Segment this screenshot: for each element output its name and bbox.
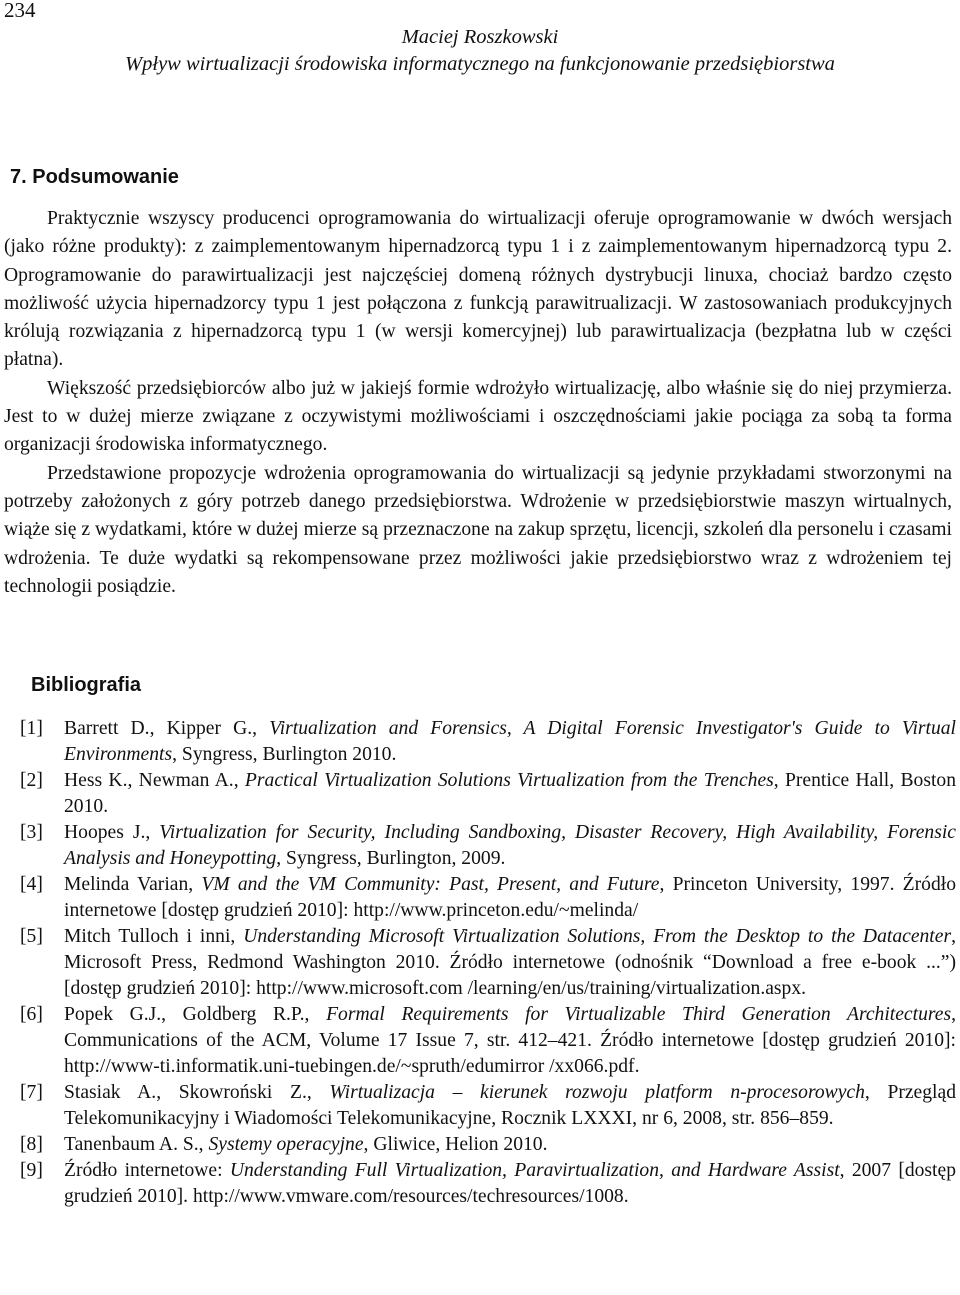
entry-number: [2] (20, 770, 43, 791)
entry-details: , Syngress, Burlington 2010. (172, 744, 397, 765)
header-title: Wpływ wirtualizacji środowiska informatycznego na funkcjonowanie przedsiębiorstwa (125, 53, 835, 75)
entry-authors: Tanenbaum A. S., (64, 1134, 209, 1155)
entry-title: VM and the VM Community: Past, Present, and Future (201, 874, 660, 895)
paragraph: Praktycznie wszyscy producenci oprogramowania do wirtualizacji oferuje oprogramowanie w dwóch wersjach (jako różne produkty): z zaimplementowanym hipernadzorcą typu 1 i z zaimplementowanym hipernadzorcą typu 2. Oprogramowanie do parawirtualizacji jest najczęściej domeną różnych dystrybucji linuxa, chociaż bardzo często możliwość użycia hipernadzorcy typu 1 jest połączona z funkcją parawitrualizacji. W zastosowaniach produkcyjnych królują rozwiązania z hipernadzorcą typu 1 (w wersji komercyjnej) lub parawirtualizacja (bezpłatna lub w części płatna). (4, 208, 952, 371)
entry-title: Understanding Full Virtualization, Paravirtualization, and Hardware Assist (229, 1160, 840, 1181)
entry-details: , Princeton University, 1997. Źródło internetowe [dostęp grudzień 2010]: http://www.princeton.edu/~melinda/ (64, 874, 956, 921)
entry-number: [3] (20, 822, 43, 843)
bibliography-entry (20, 820, 956, 872)
bibliography-entry (20, 872, 956, 924)
bibliography-list (20, 716, 956, 1210)
bibliography-entry (20, 1132, 956, 1158)
entry-authors: Mitch Tulloch i inni, (64, 926, 244, 947)
entry-text (64, 716, 956, 768)
entry-number: [8] (20, 1134, 43, 1155)
entry-authors: Stasiak A., Skowroński Z., (64, 1082, 330, 1103)
page-number: 234 (4, 0, 36, 22)
entry-title: Formal Requirements for Virtualizable Third Generation Architectures (326, 1004, 952, 1025)
entry-number: [5] (20, 926, 43, 947)
header-author: Maciej Roszkowski (401, 26, 559, 48)
entry-details: , Microsoft Press, Redmond Washington 2010. Źródło internetowe (odnośnik “Download a free e-book ...”) [dostęp grudzień 2010]: http://www.microsoft.com /learning/en/us/training/virtualization.aspx. (64, 926, 956, 999)
bibliography-entry (20, 924, 956, 1002)
entry-title: Virtualization for Security, Including Sandboxing, Disaster Recovery, High Availability, Forensic Analysis and Honeypotting (64, 822, 956, 869)
entry-text (64, 768, 956, 820)
entry-title: Wirtualizacja – kierunek rozwoju platform n-procesorowych (329, 1082, 865, 1103)
paragraph: Przedstawione propozycje wdrożenia oprogramowania do wirtualizacji są jedynie przykładami stworzonymi na potrzeby założonych z góry potrzeb danego przedsiębiorstwa. Wdrożenie w przedsiębiorstwie maszyn wirtualnych, wiąże się z wydatkami, które w dużej mierze są przeznaczone na zakup sprzętu, licencji, szkoleń dla personelu i czasami wdrożenia. Te duże wydatki są rekompensowane przez możliwości jakie przedsiębiorstwo wraz z wdrożeniem tej technologii posiądzie. (4, 462, 952, 597)
entry-number: [9] (20, 1160, 43, 1181)
entry-details: , Przegląd Telekomunikacyjny i Wiadomości Telekomunikacyjne, Rocznik LXXXI, nr 6, 2008, str. 856–859. (64, 1082, 956, 1129)
entry-details: , 2007 [dostęp grudzień 2010]. http://www.vmware.com/resources/techresources/1008. (64, 1160, 956, 1207)
section-heading: 7. Podsumowanie (10, 166, 179, 188)
entry-details: , Gliwice, Helion 2010. (363, 1134, 548, 1155)
running-header (0, 24, 960, 78)
paragraph: Większość przedsiębiorców albo już w jakiejś formie wdrożyło wirtualizację, albo właśnie się do niej przymierza. Jest to w dużej mierze związane z oczywistymi możliwościami i oszczędnościami jakie pociąga za sobą ta forma organizacji środowiska informatycznego. (4, 377, 952, 456)
bibliography-entry (20, 1080, 956, 1132)
entry-details: , Prentice Hall, Boston 2010. (64, 770, 956, 817)
bibliography-heading: Bibliografia (31, 674, 142, 696)
entry-title: Virtualization and Forensics, A Digital Forensic Investigator's Guide to Virtual Environments (64, 718, 957, 765)
entry-title: Understanding Microsoft Virtualization Solutions, From the Desktop to the Datacenter (243, 926, 952, 947)
entry-number: [4] (20, 874, 43, 895)
entry-text (64, 1158, 956, 1210)
entry-authors: Hoopes J., (64, 822, 160, 843)
entry-details: , Syngress, Burlington, 2009. (276, 848, 506, 869)
entry-authors: Źródło internetowe: (64, 1160, 230, 1181)
entry-authors: Barrett D., Kipper G., (64, 718, 270, 739)
entry-details: , Communications of the ACM, Volume 17 Issue 7, str. 412–421. Źródło internetowe [dostęp grudzień 2010]: http://www-ti.informatik.uni-tuebingen.de/~spruth/edumirror /xx066.pdf. (64, 1004, 956, 1077)
entry-text (64, 872, 956, 924)
bibliography-entry (20, 1002, 956, 1080)
entry-text (64, 820, 956, 872)
entry-title: Practical Virtualization Solutions Virtualization from the Trenches (244, 770, 774, 791)
entry-number: [1] (20, 718, 43, 739)
entry-text (64, 924, 956, 1002)
section-body (4, 205, 952, 601)
bibliography-entry (20, 768, 956, 820)
entry-title: Systemy operacyjne (208, 1134, 364, 1155)
bibliography-entry (20, 1158, 956, 1210)
entry-text (64, 1080, 956, 1132)
entry-number: [7] (20, 1082, 43, 1103)
entry-authors: Hess K., Newman A., (64, 770, 245, 791)
entry-text (64, 1132, 956, 1158)
bibliography-entry (20, 716, 956, 768)
entry-authors: Melinda Varian, (64, 874, 202, 895)
entry-text (64, 1002, 956, 1080)
entry-authors: Popek G.J., Goldberg R.P., (64, 1004, 327, 1025)
entry-number: [6] (20, 1004, 43, 1025)
